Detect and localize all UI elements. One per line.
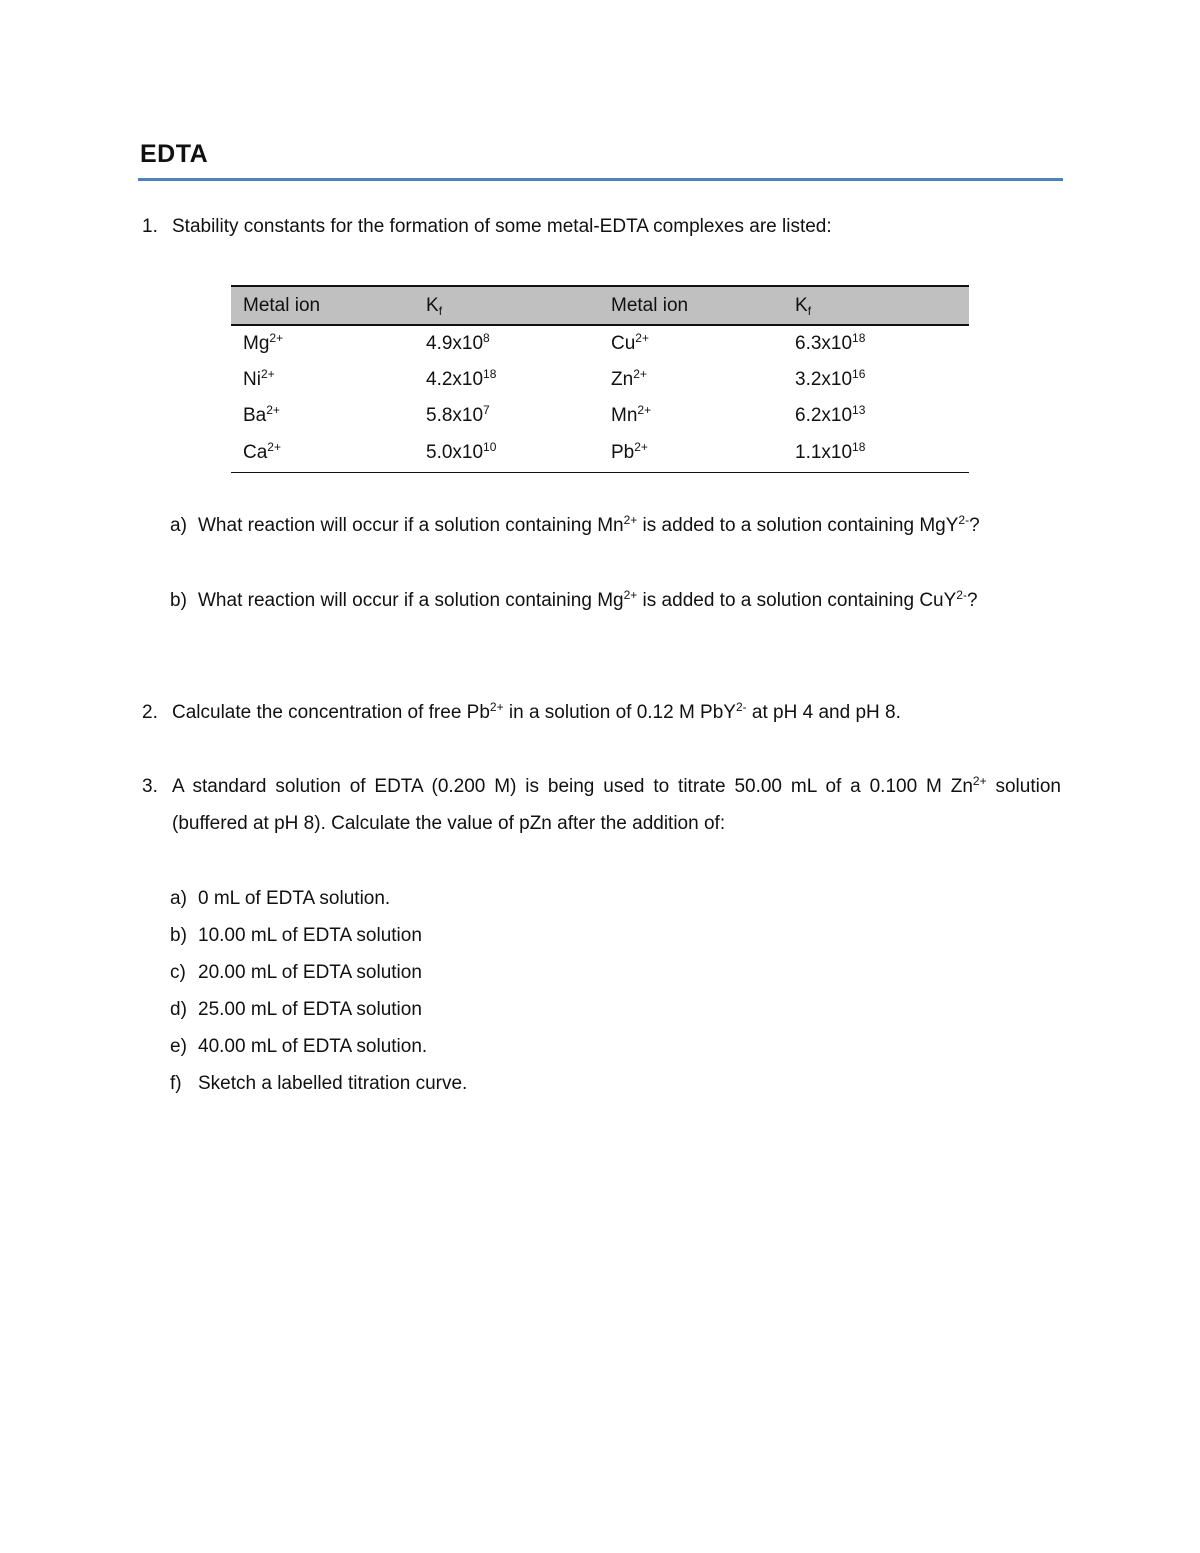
question-3a-text: 0 mL of EDTA solution.: [198, 888, 391, 909]
kf-mantissa: 3.2x10: [795, 369, 853, 390]
kf-mantissa: 6.2x10: [795, 405, 853, 426]
question-1b: [170, 582, 1060, 656]
ion-charge: 2+: [637, 403, 652, 417]
ion-charge: 2+: [266, 403, 280, 417]
kf-cell: [783, 398, 969, 434]
question-2: [142, 694, 1062, 731]
header-kf-2: [783, 286, 969, 325]
metal-ion-cell: [599, 434, 783, 473]
kf-exponent: 18: [852, 440, 866, 454]
kf-mantissa: 4.2x10: [426, 369, 484, 390]
kf-mantissa: 5.8x10: [426, 405, 484, 426]
question-3b-text: 10.00 mL of EDTA solution: [198, 925, 422, 946]
q2-mid: in a solution of 0.12 M PbY: [503, 702, 736, 723]
kf-mantissa: 5.0x10: [426, 442, 484, 463]
title-rule: [138, 178, 1063, 181]
q2-pre: Calculate the concentration of free Pb: [172, 702, 490, 723]
stability-constants-table: [231, 285, 969, 473]
question-3d-text: 25.00 mL of EDTA solution: [198, 999, 422, 1020]
question-3c: [170, 954, 1060, 991]
metal-ion: Pb: [611, 442, 635, 463]
question-3e: [170, 1028, 1060, 1065]
question-3c-text: 20.00 mL of EDTA solution: [198, 962, 422, 983]
metal-ion-cell: [231, 398, 414, 434]
metal-ion-cell: [231, 434, 414, 473]
metal-ion: Ni: [243, 369, 261, 390]
kf-exponent: 18: [852, 331, 866, 345]
q1a-pre: What reaction will occur if a solution containing Mn: [198, 515, 624, 536]
q1a-mid: is added to a solution containing MgY: [637, 515, 959, 536]
kf-cell: [783, 434, 969, 473]
kf-exponent: 8: [483, 331, 490, 345]
question-3f: [170, 1065, 1060, 1102]
table-row: [231, 398, 969, 434]
header-metal-ion-1: Metal ion: [231, 286, 414, 325]
metal-ion-cell: [231, 325, 414, 362]
question-3f-text: Sketch a labelled titration curve.: [198, 1073, 468, 1094]
question-2-number: 2.: [142, 702, 158, 723]
metal-ion: Cu: [611, 333, 636, 354]
question-3c-label: c): [170, 962, 186, 983]
question-3b: [170, 917, 1060, 954]
table-row: [231, 362, 969, 398]
question-3a: [170, 880, 1060, 917]
question-1a-label: a): [170, 515, 187, 536]
question-3b-label: b): [170, 925, 187, 946]
metal-ion-cell: [599, 325, 783, 362]
question-1a-text: [198, 507, 1058, 544]
ion-charge: 2+: [269, 331, 284, 345]
q1a-charge-2: 2-: [958, 513, 970, 527]
metal-ion: Ca: [243, 442, 268, 463]
q2-charge-2: 2-: [735, 700, 747, 714]
header-k-1: K: [426, 294, 439, 316]
kf-cell: [783, 325, 969, 362]
q3-charge: 2+: [972, 774, 987, 788]
question-3-text: [172, 768, 1061, 842]
table-row: [231, 325, 969, 362]
header-f-2: f: [807, 303, 812, 318]
kf-exponent: 13: [852, 403, 866, 417]
metal-ion: Zn: [611, 369, 634, 390]
header-metal-ion-2: Metal ion: [599, 286, 783, 325]
q1b-pre: What reaction will occur if a solution containing Mg: [198, 590, 624, 611]
q1b-charge-2: 2-: [956, 588, 967, 602]
question-3a-label: a): [170, 888, 187, 909]
metal-ion: Mg: [243, 333, 270, 354]
metal-ion-cell: [231, 362, 414, 398]
q1a-charge-1: 2+: [623, 513, 638, 527]
question-1b-text: [198, 582, 1058, 619]
ion-charge: 2+: [635, 331, 649, 345]
kf-mantissa: 1.1x10: [795, 442, 853, 463]
question-3e-text: 40.00 mL of EDTA solution.: [198, 1036, 428, 1057]
kf-cell: [414, 398, 599, 434]
kf-exponent: 16: [852, 367, 866, 381]
kf-cell: [783, 362, 969, 398]
kf-mantissa: 4.9x10: [426, 333, 484, 354]
kf-cell: [414, 434, 599, 473]
question-3-number: 3.: [142, 776, 158, 797]
question-1a: [170, 507, 1060, 581]
q2-post: at pH 4 and pH 8.: [746, 702, 901, 723]
question-3d-label: d): [170, 999, 187, 1020]
metal-ion: Mn: [611, 405, 638, 426]
kf-mantissa: 6.3x10: [795, 333, 853, 354]
question-3: [142, 768, 1062, 842]
table-header-row: [231, 286, 969, 325]
q1a-post: ?: [969, 515, 980, 536]
ion-charge: 2+: [634, 440, 648, 454]
q3-post: solution (buffered at pH 8). Calculate the value of pZn after the addition of:: [172, 776, 1061, 834]
q1b-charge-1: 2+: [623, 588, 638, 602]
question-3d: [170, 991, 1060, 1028]
header-kf-1: [414, 286, 599, 325]
question-1-text: Stability constants for the formation of some metal-EDTA complexes are listed:: [172, 216, 832, 237]
page-title: EDTA: [140, 140, 209, 168]
question-1b-label: b): [170, 590, 187, 611]
q2-charge-1: 2+: [489, 700, 504, 714]
ion-charge: 2+: [267, 440, 281, 454]
kf-cell: [414, 362, 599, 398]
kf-exponent: 10: [483, 440, 497, 454]
question-3e-label: e): [170, 1036, 187, 1057]
kf-exponent: 18: [483, 367, 497, 381]
header-k-2: K: [795, 294, 808, 316]
q3-pre: A standard solution of EDTA (0.200 M) is being used to titrate 50.00 mL of a 0.100 M Zn: [172, 776, 973, 797]
kf-cell: [414, 325, 599, 362]
q1b-mid: is added to a solution containing CuY: [637, 590, 957, 611]
metal-ion-cell: [599, 362, 783, 398]
ion-charge: 2+: [260, 367, 275, 381]
metal-ion: Ba: [243, 405, 267, 426]
table-row: [231, 434, 969, 473]
q1b-post: ?: [966, 590, 978, 611]
question-1-number: 1.: [142, 216, 158, 237]
ion-charge: 2+: [633, 367, 647, 381]
header-f-1: f: [438, 303, 443, 318]
question-2-text: [172, 694, 1061, 731]
question-1: [142, 208, 1062, 245]
kf-exponent: 7: [483, 403, 490, 417]
metal-ion-cell: [599, 398, 783, 434]
question-3f-label: f): [170, 1073, 182, 1094]
